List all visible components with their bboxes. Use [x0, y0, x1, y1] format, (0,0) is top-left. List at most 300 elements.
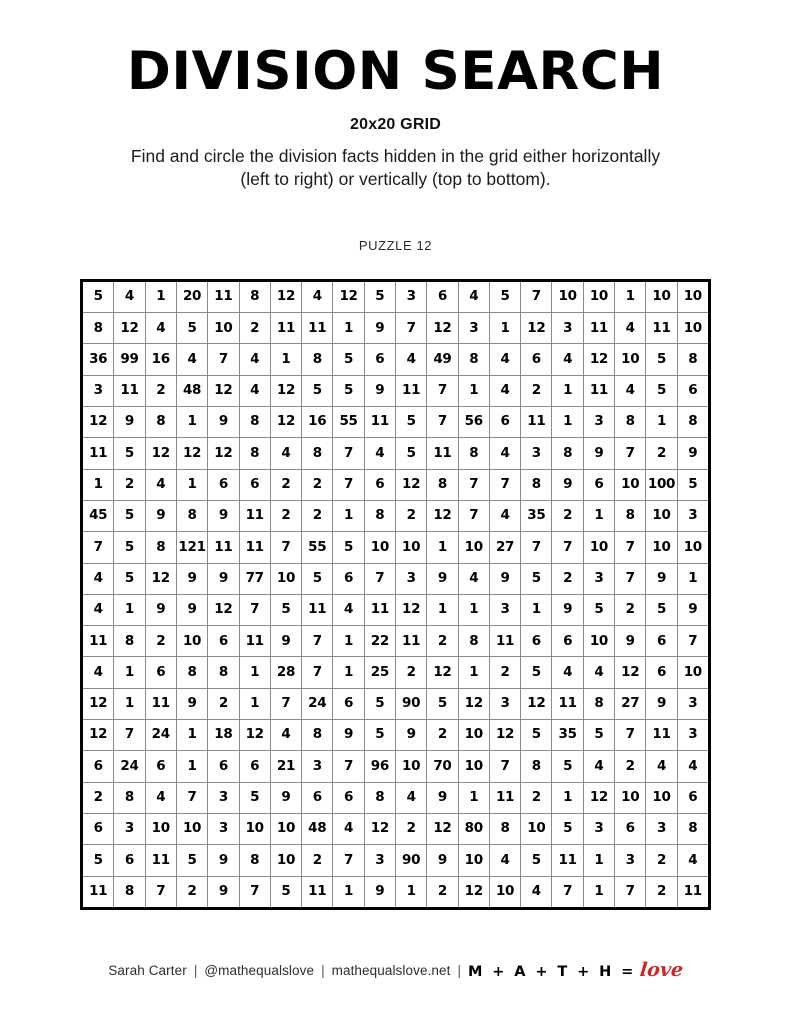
grid-cell[interactable]: 11: [82, 438, 114, 469]
grid-cell[interactable]: 12: [583, 782, 614, 813]
grid-cell[interactable]: 6: [677, 375, 709, 406]
grid-cell[interactable]: 11: [489, 626, 520, 657]
grid-cell[interactable]: 1: [521, 594, 552, 625]
grid-cell[interactable]: 4: [489, 500, 520, 531]
grid-cell[interactable]: 5: [270, 594, 301, 625]
grid-cell[interactable]: 4: [583, 751, 614, 782]
grid-cell[interactable]: 7: [208, 344, 239, 375]
grid-cell[interactable]: 8: [82, 313, 114, 344]
grid-cell[interactable]: 5: [114, 563, 145, 594]
grid-cell[interactable]: 6: [333, 688, 364, 719]
grid-cell[interactable]: 5: [302, 563, 333, 594]
grid-cell[interactable]: 10: [583, 532, 614, 563]
grid-cell[interactable]: 4: [82, 594, 114, 625]
grid-cell[interactable]: 1: [270, 344, 301, 375]
grid-cell[interactable]: 7: [552, 532, 583, 563]
grid-cell[interactable]: 6: [82, 813, 114, 844]
grid-cell[interactable]: 6: [646, 657, 677, 688]
grid-cell[interactable]: 4: [521, 876, 552, 908]
grid-cell[interactable]: 6: [583, 469, 614, 500]
grid-cell[interactable]: 8: [176, 657, 207, 688]
grid-cell[interactable]: 1: [114, 657, 145, 688]
grid-cell[interactable]: 7: [615, 563, 646, 594]
grid-cell[interactable]: 2: [615, 594, 646, 625]
grid-cell[interactable]: 2: [302, 845, 333, 876]
grid-cell[interactable]: 3: [396, 563, 427, 594]
grid-cell[interactable]: 11: [427, 438, 458, 469]
grid-cell[interactable]: 9: [677, 438, 709, 469]
grid-cell[interactable]: 9: [364, 375, 395, 406]
grid-cell[interactable]: 9: [145, 500, 176, 531]
grid-cell[interactable]: 4: [489, 375, 520, 406]
grid-cell[interactable]: 2: [427, 626, 458, 657]
grid-cell[interactable]: 7: [427, 407, 458, 438]
grid-cell[interactable]: 9: [176, 688, 207, 719]
grid-cell[interactable]: 2: [239, 313, 270, 344]
grid-cell[interactable]: 9: [427, 563, 458, 594]
grid-cell[interactable]: 7: [552, 876, 583, 908]
grid-cell[interactable]: 90: [396, 845, 427, 876]
grid-cell[interactable]: 1: [176, 751, 207, 782]
grid-cell[interactable]: 18: [208, 720, 239, 751]
grid-cell[interactable]: 5: [583, 720, 614, 751]
grid-cell[interactable]: 1: [333, 876, 364, 908]
grid-cell[interactable]: 10: [552, 280, 583, 312]
grid-cell[interactable]: 10: [677, 313, 709, 344]
grid-cell[interactable]: 9: [583, 438, 614, 469]
grid-cell[interactable]: 7: [615, 720, 646, 751]
grid-cell[interactable]: 96: [364, 751, 395, 782]
grid-cell[interactable]: 11: [270, 313, 301, 344]
grid-cell[interactable]: 4: [458, 280, 489, 312]
grid-cell[interactable]: 7: [489, 751, 520, 782]
grid-cell[interactable]: 9: [646, 688, 677, 719]
grid-cell[interactable]: 4: [82, 563, 114, 594]
grid-cell[interactable]: 7: [145, 876, 176, 908]
grid-cell[interactable]: 12: [427, 313, 458, 344]
grid-cell[interactable]: 12: [208, 438, 239, 469]
grid-cell[interactable]: 9: [364, 313, 395, 344]
grid-cell[interactable]: 8: [239, 438, 270, 469]
grid-cell[interactable]: 5: [176, 313, 207, 344]
grid-cell[interactable]: 8: [364, 782, 395, 813]
grid-cell[interactable]: 8: [239, 280, 270, 312]
grid-cell[interactable]: 11: [552, 845, 583, 876]
grid-cell[interactable]: 12: [489, 720, 520, 751]
grid-cell[interactable]: 1: [489, 313, 520, 344]
grid-cell[interactable]: 5: [333, 375, 364, 406]
grid-cell[interactable]: 1: [552, 375, 583, 406]
grid-cell[interactable]: 3: [646, 813, 677, 844]
grid-cell[interactable]: 3: [82, 375, 114, 406]
grid-cell[interactable]: 55: [333, 407, 364, 438]
grid-cell[interactable]: 8: [364, 500, 395, 531]
grid-cell[interactable]: 11: [145, 688, 176, 719]
grid-cell[interactable]: 21: [270, 751, 301, 782]
grid-cell[interactable]: 27: [615, 688, 646, 719]
grid-cell[interactable]: 12: [82, 688, 114, 719]
grid-cell[interactable]: 2: [521, 782, 552, 813]
grid-cell[interactable]: 6: [364, 344, 395, 375]
grid-cell[interactable]: 3: [208, 813, 239, 844]
grid-cell[interactable]: 3: [521, 438, 552, 469]
grid-cell[interactable]: 2: [396, 813, 427, 844]
grid-cell[interactable]: 8: [239, 407, 270, 438]
grid-cell[interactable]: 3: [583, 563, 614, 594]
grid-cell[interactable]: 1: [427, 594, 458, 625]
grid-cell[interactable]: 6: [302, 782, 333, 813]
grid-cell[interactable]: 10: [396, 532, 427, 563]
grid-cell[interactable]: 90: [396, 688, 427, 719]
grid-cell[interactable]: 4: [239, 375, 270, 406]
grid-cell[interactable]: 1: [114, 688, 145, 719]
grid-cell[interactable]: 10: [583, 280, 614, 312]
grid-cell[interactable]: 7: [239, 876, 270, 908]
grid-cell[interactable]: 7: [333, 438, 364, 469]
grid-cell[interactable]: 10: [270, 845, 301, 876]
grid-cell[interactable]: 3: [552, 313, 583, 344]
grid-cell[interactable]: 6: [364, 469, 395, 500]
grid-cell[interactable]: 7: [521, 532, 552, 563]
grid-cell[interactable]: 4: [458, 563, 489, 594]
grid-cell[interactable]: 6: [521, 626, 552, 657]
grid-cell[interactable]: 2: [489, 657, 520, 688]
grid-cell[interactable]: 48: [176, 375, 207, 406]
grid-cell[interactable]: 2: [114, 469, 145, 500]
grid-cell[interactable]: 12: [427, 813, 458, 844]
grid-cell[interactable]: 7: [270, 688, 301, 719]
grid-cell[interactable]: 8: [458, 626, 489, 657]
grid-cell[interactable]: 9: [114, 407, 145, 438]
grid-cell[interactable]: 12: [208, 375, 239, 406]
grid-cell[interactable]: 7: [615, 438, 646, 469]
grid-cell[interactable]: 1: [145, 280, 176, 312]
grid-cell[interactable]: 7: [677, 626, 709, 657]
grid-cell[interactable]: 6: [333, 563, 364, 594]
grid-cell[interactable]: 8: [489, 813, 520, 844]
grid-cell[interactable]: 9: [646, 563, 677, 594]
grid-cell[interactable]: 8: [521, 469, 552, 500]
grid-cell[interactable]: 8: [208, 657, 239, 688]
grid-cell[interactable]: 6: [208, 469, 239, 500]
grid-cell[interactable]: 2: [145, 375, 176, 406]
grid-cell[interactable]: 3: [302, 751, 333, 782]
grid-cell[interactable]: 1: [458, 594, 489, 625]
grid-cell[interactable]: 9: [270, 626, 301, 657]
grid-cell[interactable]: 4: [270, 438, 301, 469]
grid-cell[interactable]: 4: [302, 280, 333, 312]
grid-cell[interactable]: 2: [646, 438, 677, 469]
grid-cell[interactable]: 8: [239, 845, 270, 876]
grid-cell[interactable]: 8: [302, 438, 333, 469]
grid-cell[interactable]: 12: [583, 344, 614, 375]
grid-cell[interactable]: 6: [646, 626, 677, 657]
grid-cell[interactable]: 2: [552, 500, 583, 531]
grid-cell[interactable]: 11: [114, 375, 145, 406]
grid-cell[interactable]: 10: [677, 280, 709, 312]
grid-cell[interactable]: 8: [176, 500, 207, 531]
grid-cell[interactable]: 1: [396, 876, 427, 908]
grid-cell[interactable]: 12: [270, 407, 301, 438]
grid-cell[interactable]: 5: [646, 375, 677, 406]
grid-cell[interactable]: 5: [333, 532, 364, 563]
grid-cell[interactable]: 12: [458, 688, 489, 719]
grid-cell[interactable]: 9: [208, 876, 239, 908]
grid-cell[interactable]: 5: [396, 407, 427, 438]
grid-cell[interactable]: 4: [145, 313, 176, 344]
grid-cell[interactable]: 7: [82, 532, 114, 563]
grid-cell[interactable]: 10: [615, 469, 646, 500]
grid-cell[interactable]: 12: [521, 313, 552, 344]
grid-cell[interactable]: 3: [396, 280, 427, 312]
grid-cell[interactable]: 20: [176, 280, 207, 312]
grid-cell[interactable]: 99: [114, 344, 145, 375]
grid-cell[interactable]: 56: [458, 407, 489, 438]
grid-cell[interactable]: 7: [458, 500, 489, 531]
grid-cell[interactable]: 1: [333, 313, 364, 344]
grid-cell[interactable]: 10: [521, 813, 552, 844]
grid-cell[interactable]: 7: [396, 313, 427, 344]
grid-cell[interactable]: 1: [583, 845, 614, 876]
grid-cell[interactable]: 12: [427, 500, 458, 531]
grid-cell[interactable]: 7: [615, 876, 646, 908]
grid-cell[interactable]: 8: [677, 344, 709, 375]
grid-cell[interactable]: 5: [521, 845, 552, 876]
grid-cell[interactable]: 9: [552, 469, 583, 500]
grid-cell[interactable]: 24: [302, 688, 333, 719]
grid-cell[interactable]: 8: [552, 438, 583, 469]
grid-cell[interactable]: 6: [145, 751, 176, 782]
grid-cell[interactable]: 11: [239, 532, 270, 563]
grid-cell[interactable]: 12: [145, 563, 176, 594]
grid-cell[interactable]: 12: [396, 469, 427, 500]
grid-cell[interactable]: 1: [552, 782, 583, 813]
grid-cell[interactable]: 3: [583, 407, 614, 438]
grid-cell[interactable]: 4: [489, 344, 520, 375]
grid-cell[interactable]: 5: [521, 720, 552, 751]
grid-cell[interactable]: 4: [145, 469, 176, 500]
grid-cell[interactable]: 3: [615, 845, 646, 876]
grid-cell[interactable]: 5: [239, 782, 270, 813]
grid-cell[interactable]: 49: [427, 344, 458, 375]
grid-cell[interactable]: 6: [208, 626, 239, 657]
grid-cell[interactable]: 12: [270, 280, 301, 312]
grid-cell[interactable]: 3: [208, 782, 239, 813]
grid-cell[interactable]: 4: [364, 438, 395, 469]
grid-cell[interactable]: 10: [677, 657, 709, 688]
grid-cell[interactable]: 8: [114, 782, 145, 813]
grid-cell[interactable]: 11: [145, 845, 176, 876]
grid-cell[interactable]: 8: [114, 626, 145, 657]
grid-cell[interactable]: 11: [489, 782, 520, 813]
grid-cell[interactable]: 11: [82, 626, 114, 657]
grid-cell[interactable]: 12: [458, 876, 489, 908]
grid-cell[interactable]: 22: [364, 626, 395, 657]
word-search-grid[interactable]: [80, 279, 711, 910]
grid-cell[interactable]: 7: [333, 469, 364, 500]
grid-cell[interactable]: 9: [176, 594, 207, 625]
grid-cell[interactable]: 4: [270, 720, 301, 751]
grid-cell[interactable]: 9: [396, 720, 427, 751]
grid-cell[interactable]: 7: [302, 626, 333, 657]
grid-cell[interactable]: 6: [333, 782, 364, 813]
grid-cell[interactable]: 2: [646, 876, 677, 908]
grid-cell[interactable]: 1: [458, 375, 489, 406]
grid-cell[interactable]: 100: [646, 469, 677, 500]
grid-cell[interactable]: 1: [114, 594, 145, 625]
grid-cell[interactable]: 4: [677, 751, 709, 782]
grid-cell[interactable]: 25: [364, 657, 395, 688]
grid-cell[interactable]: 5: [521, 563, 552, 594]
grid-cell[interactable]: 8: [145, 407, 176, 438]
grid-cell[interactable]: 16: [145, 344, 176, 375]
grid-cell[interactable]: 2: [646, 845, 677, 876]
grid-cell[interactable]: 11: [552, 688, 583, 719]
grid-cell[interactable]: 12: [333, 280, 364, 312]
grid-cell[interactable]: 1: [646, 407, 677, 438]
grid-cell[interactable]: 6: [677, 782, 709, 813]
grid-cell[interactable]: 6: [114, 845, 145, 876]
grid-cell[interactable]: 10: [615, 344, 646, 375]
grid-cell[interactable]: 35: [521, 500, 552, 531]
grid-cell[interactable]: 55: [302, 532, 333, 563]
grid-cell[interactable]: 5: [427, 688, 458, 719]
grid-cell[interactable]: 10: [646, 532, 677, 563]
grid-cell[interactable]: 5: [552, 751, 583, 782]
grid-cell[interactable]: 5: [114, 500, 145, 531]
grid-cell[interactable]: 35: [552, 720, 583, 751]
grid-cell[interactable]: 7: [302, 657, 333, 688]
grid-cell[interactable]: 1: [583, 500, 614, 531]
grid-cell[interactable]: 3: [458, 313, 489, 344]
grid-cell[interactable]: 2: [176, 876, 207, 908]
grid-cell[interactable]: 9: [270, 782, 301, 813]
grid-cell[interactable]: 6: [427, 280, 458, 312]
grid-cell[interactable]: 5: [333, 344, 364, 375]
grid-cell[interactable]: 12: [82, 720, 114, 751]
grid-cell[interactable]: 9: [615, 626, 646, 657]
grid-cell[interactable]: 9: [489, 563, 520, 594]
grid-cell[interactable]: 2: [396, 657, 427, 688]
grid-cell[interactable]: 24: [145, 720, 176, 751]
grid-cell[interactable]: 1: [583, 876, 614, 908]
grid-cell[interactable]: 5: [114, 438, 145, 469]
grid-cell[interactable]: 5: [82, 845, 114, 876]
grid-cell[interactable]: 70: [427, 751, 458, 782]
grid-cell[interactable]: 11: [208, 280, 239, 312]
grid-cell[interactable]: 10: [145, 813, 176, 844]
grid-cell[interactable]: 1: [677, 563, 709, 594]
grid-cell[interactable]: 10: [239, 813, 270, 844]
grid-cell[interactable]: 8: [427, 469, 458, 500]
grid-cell[interactable]: 12: [521, 688, 552, 719]
grid-cell[interactable]: 12: [114, 313, 145, 344]
grid-cell[interactable]: 5: [489, 280, 520, 312]
grid-cell[interactable]: 4: [176, 344, 207, 375]
grid-cell[interactable]: 9: [552, 594, 583, 625]
grid-cell[interactable]: 10: [489, 876, 520, 908]
grid-cell[interactable]: 3: [677, 500, 709, 531]
grid-cell[interactable]: 6: [82, 751, 114, 782]
grid-cell[interactable]: 12: [145, 438, 176, 469]
grid-cell[interactable]: 4: [145, 782, 176, 813]
grid-cell[interactable]: 1: [239, 657, 270, 688]
grid-cell[interactable]: 9: [208, 845, 239, 876]
grid-cell[interactable]: 8: [145, 532, 176, 563]
grid-cell[interactable]: 1: [176, 469, 207, 500]
grid-cell[interactable]: 1: [552, 407, 583, 438]
grid-cell[interactable]: 6: [208, 751, 239, 782]
grid-cell[interactable]: 9: [364, 876, 395, 908]
grid-cell[interactable]: 11: [396, 375, 427, 406]
grid-cell[interactable]: 4: [333, 594, 364, 625]
grid-cell[interactable]: 4: [552, 657, 583, 688]
grid-cell[interactable]: 2: [396, 500, 427, 531]
grid-cell[interactable]: 12: [396, 594, 427, 625]
grid-cell[interactable]: 11: [646, 313, 677, 344]
grid-cell[interactable]: 5: [114, 532, 145, 563]
grid-cell[interactable]: 3: [677, 688, 709, 719]
grid-cell[interactable]: 5: [646, 344, 677, 375]
grid-cell[interactable]: 5: [364, 720, 395, 751]
grid-cell[interactable]: 2: [82, 782, 114, 813]
grid-cell[interactable]: 9: [333, 720, 364, 751]
grid-cell[interactable]: 4: [646, 751, 677, 782]
grid-cell[interactable]: 10: [176, 626, 207, 657]
grid-cell[interactable]: 9: [208, 563, 239, 594]
grid-cell[interactable]: 9: [427, 845, 458, 876]
grid-cell[interactable]: 10: [270, 813, 301, 844]
grid-cell[interactable]: 1: [458, 657, 489, 688]
grid-cell[interactable]: 1: [176, 720, 207, 751]
grid-cell[interactable]: 7: [521, 280, 552, 312]
grid-cell[interactable]: 12: [615, 657, 646, 688]
grid-cell[interactable]: 11: [82, 876, 114, 908]
grid-cell[interactable]: 3: [364, 845, 395, 876]
grid-cell[interactable]: 5: [82, 280, 114, 312]
grid-cell[interactable]: 10: [208, 313, 239, 344]
grid-cell[interactable]: 10: [458, 720, 489, 751]
grid-cell[interactable]: 2: [302, 500, 333, 531]
grid-cell[interactable]: 4: [396, 344, 427, 375]
grid-cell[interactable]: 9: [208, 407, 239, 438]
grid-cell[interactable]: 2: [521, 375, 552, 406]
grid-cell[interactable]: 10: [396, 751, 427, 782]
grid-cell[interactable]: 6: [239, 469, 270, 500]
grid-cell[interactable]: 8: [521, 751, 552, 782]
grid-cell[interactable]: 12: [82, 407, 114, 438]
grid-cell[interactable]: 77: [239, 563, 270, 594]
grid-cell[interactable]: 1: [427, 532, 458, 563]
grid-cell[interactable]: 10: [583, 626, 614, 657]
grid-cell[interactable]: 4: [114, 280, 145, 312]
grid-cell[interactable]: 1: [458, 782, 489, 813]
grid-cell[interactable]: 8: [302, 720, 333, 751]
grid-cell[interactable]: 7: [427, 375, 458, 406]
grid-cell[interactable]: 8: [615, 500, 646, 531]
grid-cell[interactable]: 7: [615, 532, 646, 563]
grid-cell[interactable]: 3: [114, 813, 145, 844]
grid-cell[interactable]: 7: [239, 594, 270, 625]
grid-cell[interactable]: 7: [458, 469, 489, 500]
grid-cell[interactable]: 2: [427, 720, 458, 751]
grid-cell[interactable]: 8: [615, 407, 646, 438]
grid-cell[interactable]: 36: [82, 344, 114, 375]
grid-cell[interactable]: 8: [677, 813, 709, 844]
grid-cell[interactable]: 12: [239, 720, 270, 751]
grid-cell[interactable]: 11: [302, 313, 333, 344]
grid-cell[interactable]: 5: [364, 280, 395, 312]
